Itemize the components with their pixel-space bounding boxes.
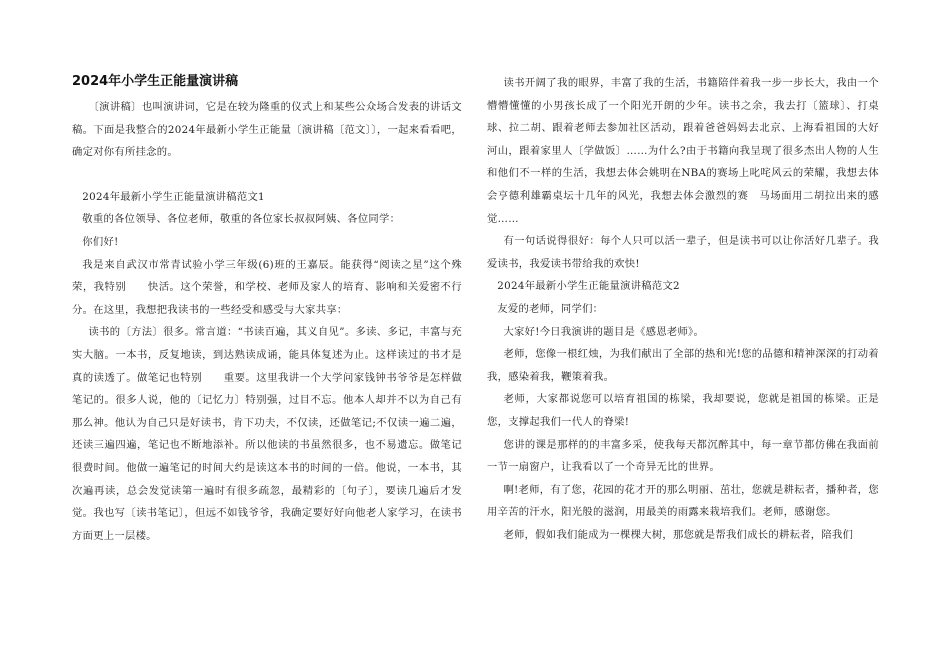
body-paragraph: 啊!老师，有了您，花园的花才开的那么明丽、茁壮，您就是耕耘者，播种者，您用辛苦的汗水，阳光般的滋润，用最美的雨露来栽培我们。老师，感谢您。 xyxy=(487,483,879,519)
body-paragraph: 老师，假如我们能成为一棵棵大树，那您就是帮我们成长的耕耘者，陪我们 xyxy=(503,528,854,541)
body-paragraph: 读书的〔方法〕很多。常言道：“书读百遍，其义自见”。多读、多记，丰富与充实大脑。一本书，反复地读，到达熟读成诵，能具体复述为止。这样读过的书才是真的读透了。做笔记也特别 重要。这里我讲一个大学问家钱钟书爷爷是怎样做笔记的。很多人说，他的〔记忆力〕特别强，过目不忘。他本人却并不以为自己有那么神。他认为自己只是好读书，肯下功夫，不仅读，还做笔记;不仅读一遍二遍，还读三遍四遍，笔记也不断地添补。所以他读的书虽然很多，也不易遗忘。做笔记很费时间。他做一遍笔记的时间大约是读这本书的时间的一倍。他说，一本书，其次遍再读，总会发觉读第一遍时有很多疏忽，最精彩的〔句子〕，要读几遍后才发觉。我也写〔读书笔记〕，但远不如钱爷爷，我确定要好好向他老人家学习，在读书方面更上一层楼。 xyxy=(72,326,462,542)
right-column xyxy=(487,72,879,546)
body-paragraph: 有一句话说得很好：每个人只可以活一辈子，但是读书可以让你活好几辈子。我爱读书，我爱读书带给我的欢快! xyxy=(487,235,879,270)
greeting-paragraph: 大家好!今日我演讲的题目是《感恩老师》。 xyxy=(503,325,705,338)
section-heading-1: 2024年最新小学生正能量演讲稿范文1 xyxy=(82,190,265,203)
left-column xyxy=(72,72,462,547)
salutation-paragraph: 敬重的各位领导、各位老师，敬重的各位家长叔叔阿姨、各位同学： xyxy=(82,213,401,226)
salutation-paragraph: 友爱的老师，同学们： xyxy=(497,302,604,315)
section-heading-2: 2024年最新小学生正能量演讲稿范文2 xyxy=(497,280,680,293)
body-paragraph: 读书开阔了我的眼界，丰富了我的生活，书籍陪伴着我一步一步长大，我由一个懵懵懂懂的小男孩长成了一个阳光开朗的少年。读书之余，我去打〔篮球〕、打桌球、拉二胡、跟着老师去参加社区活动，跟着爸爸妈妈去北京、上海看祖国的大好河山，跟着家里人〔学做饭〕……为什么?由于书籍向我呈现了很多杰出人物的人生和他们不一样的生活，我想去体会姚明在NBA的赛场上叱咤风云的荣耀，我想去体会亨德利雄霸桌坛十几年的风光，我想去体会激烈的赛 马场面用二胡拉出来的感觉…… xyxy=(487,77,879,225)
document-title: 2024年小学生正能量演讲稿 xyxy=(72,74,239,89)
body-paragraph: 我是来自武汉市常青试验小学三年级(6)班的王嘉辰。能获得“阅读之星”这个殊荣，我特别 快活。这个荣誉，和学校、老师及家人的培育、影响和关爱密不行分。在这里，我想把我读书的一些经受和感受与大家共享： xyxy=(72,258,462,316)
body-paragraph: 老师，您像一根红烛，为我们献出了全部的热和光!您的品德和精神深深的打动着我，感染着我，鞭策着我。 xyxy=(487,348,879,383)
intro-paragraph: 〔演讲稿〕也叫演讲词，它是在较为隆重的仪式上和某些公众场合发表的讲话文稿。下面是我整合的2024年最新小学生正能量〔演讲稿〔范文〕〕，一起来看看吧，确定对你有所挂念的。 xyxy=(72,101,462,159)
body-paragraph: 您讲的课是那样的的丰富多采，使我每天都沉醉其中，每一章节都仿佛在我面前一节一扇窗户，让我看以了一个奇异无比的世界。 xyxy=(487,438,879,474)
body-paragraph: 老师，大家都说您可以培育祖国的栋梁，我却要说，您就是祖国的栋梁。正是您，支撑起我们一代人的脊梁! xyxy=(487,393,879,428)
greeting-paragraph: 你们好! xyxy=(82,235,119,248)
